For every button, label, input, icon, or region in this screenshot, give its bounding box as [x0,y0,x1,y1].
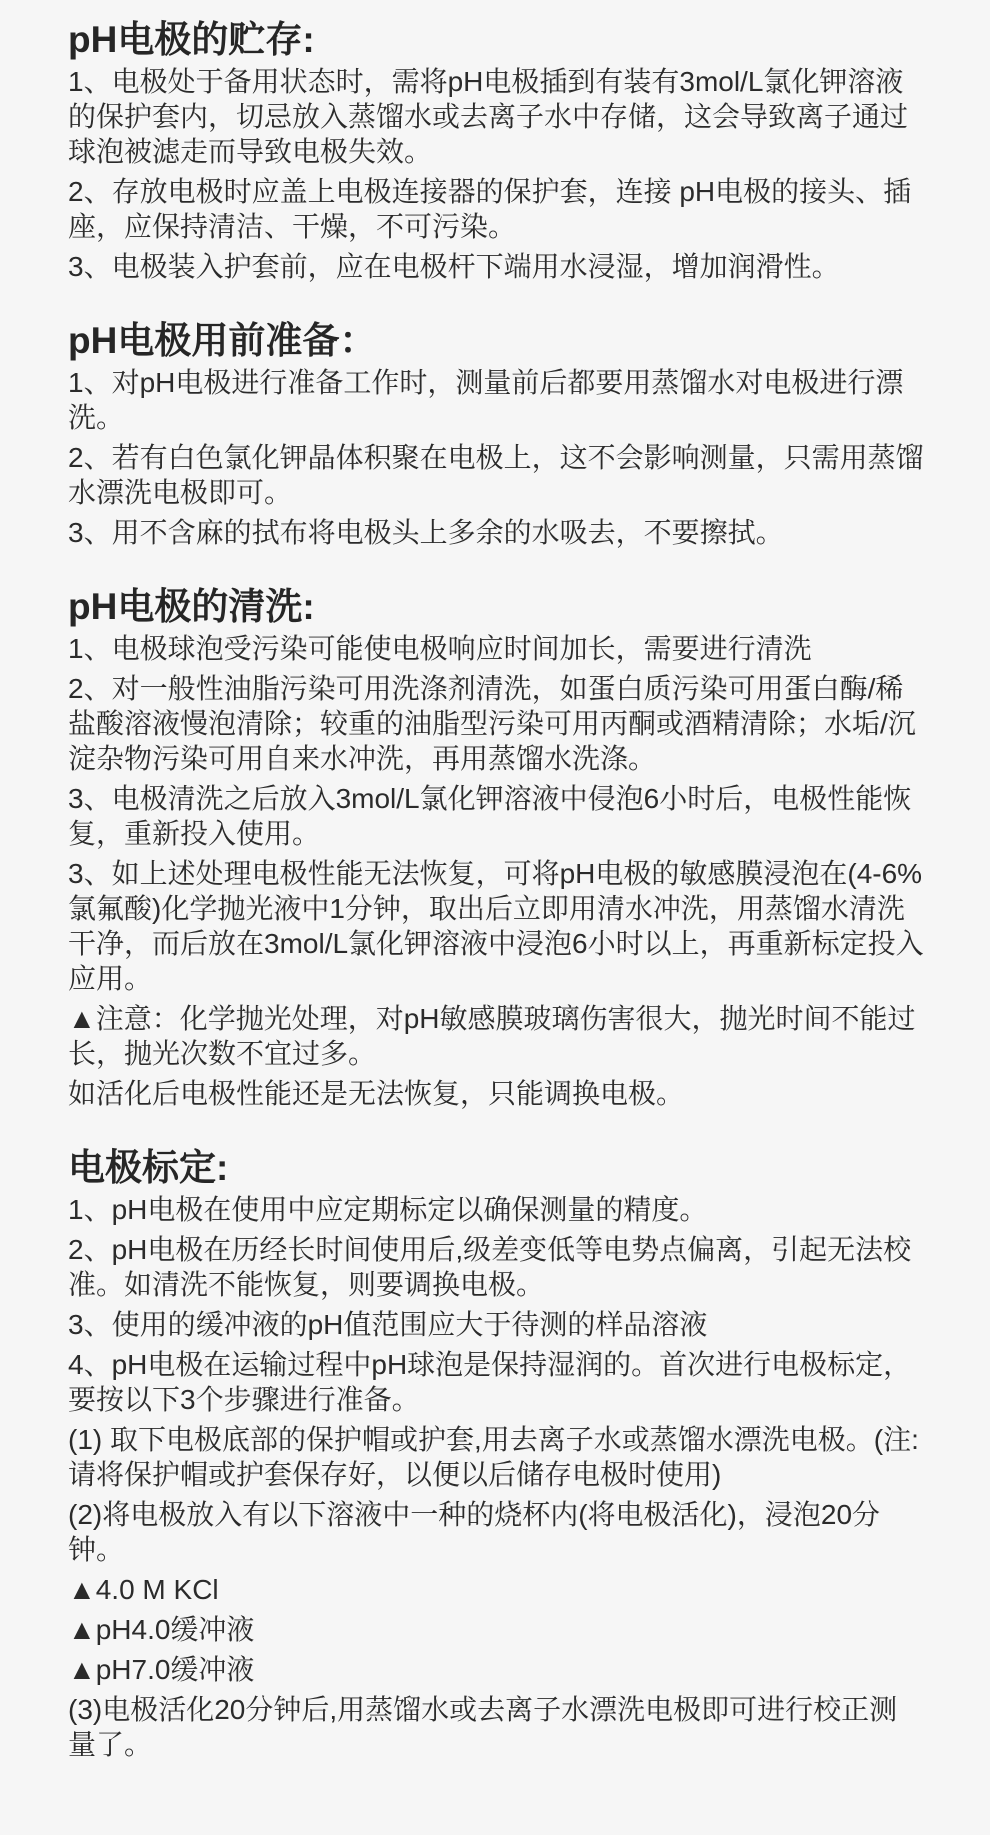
paragraph: 1、pH电极在使用中应定期标定以确保测量的精度。 [68,1194,708,1225]
section-heading: pH电极的清洗: [68,586,315,627]
section-heading: pH电极的贮存: [68,19,315,60]
paragraph: ▲pH4.0缓冲液 [68,1614,255,1645]
paragraph: (2)将电极放入有以下溶液中一种的烧杯内(将电极活化)，浸泡20分钟。 [68,1499,881,1565]
paragraph: 1、对pH电极进行准备工作时，测量前后都要用蒸馏水对电极进行漂洗。 [68,367,904,433]
paragraph: 3、使用的缓冲液的pH值范围应大于待测的样品溶液 [68,1309,708,1340]
section [68,583,924,1111]
paragraph: ▲4.0 M KCl [68,1574,219,1605]
paragraph: 2、对一般性油脂污染可用洗涤剂清洗，如蛋白质污染可用蛋白酶/稀盐酸溶液慢泡清除；较重的油脂型污染可用丙酮或酒精清除；水垢/沉淀杂物污染可用自来水冲洗，再用蒸馏水洗涤。 [68,673,916,774]
section-heading: 电极标定: [68,1147,229,1188]
paragraph: 3、电极清洗之后放入3mol/L氯化钾溶液中侵泡6小时后，电极性能恢复，重新投入使用。 [68,783,912,849]
section [68,1144,924,1762]
paragraph: 3、如上述处理电极性能无法恢复，可将pH电极的敏感膜浸泡在(4-6%氯氟酸)化学抛光液中1分钟，取出后立即用清水冲洗，用蒸馏水清洗干净，而后放在3mol/L氯化钾溶液中浸泡6小时以上，再重新标定投入应用。 [68,858,924,994]
paragraph: ▲注意：化学抛光处理，对pH敏感膜玻璃伤害很大，抛光时间不能过长，抛光次数不宜过多。 [68,1003,916,1069]
paragraph: 2、若有白色氯化钾晶体积聚在电极上，这不会影响测量，只需用蒸馏水漂洗电极即可。 [68,442,924,508]
paragraph: 4、pH电极在运输过程中pH球泡是保持湿润的。首次进行电极标定，要按以下3个步骤进行准备。 [68,1349,912,1415]
paragraph: 1、电极球泡受污染可能使电极响应时间加长，需要进行清洗 [68,633,812,664]
section [68,317,924,550]
paragraph: 2、存放电极时应盖上电极连接器的保护套，连接 pH电极的接头、插座，应保持清洁、干燥，不可污染。 [68,176,912,242]
paragraph: 如活化后电极性能还是无法恢复，只能调换电极。 [68,1078,685,1109]
paragraph: (1) 取下电极底部的保护帽或护套,用去离子水或蒸馏水漂洗电极。(注:请将保护帽或护套保存好，以便以后储存电极时使用) [68,1424,919,1490]
paragraph: 2、pH电极在历经长时间使用后,级差变低等电势点偏离，引起无法校准。如清洗不能恢复，则要调换电极。 [68,1234,912,1300]
section-heading: pH电极用前准备： [68,320,377,361]
section [68,16,924,284]
paragraph: ▲pH7.0缓冲液 [68,1654,255,1685]
paragraph: (3)电极活化20分钟后,用蒸馏水或去离子水漂洗电极即可进行校正测量了。 [68,1694,898,1760]
paragraph: 3、电极装入护套前，应在电极杆下端用水浸湿，增加润滑性。 [68,251,840,282]
paragraph: 3、用不含麻的拭布将电极头上多余的水吸去，不要擦拭。 [68,517,784,548]
paragraph: 1、电极处于备用状态时，需将pH电极插到有装有3mol/L氯化钾溶液的保护套内，切忌放入蒸馏水或去离子水中存储，这会导致离子通过球泡被滤走而导致电极失效。 [68,66,909,167]
